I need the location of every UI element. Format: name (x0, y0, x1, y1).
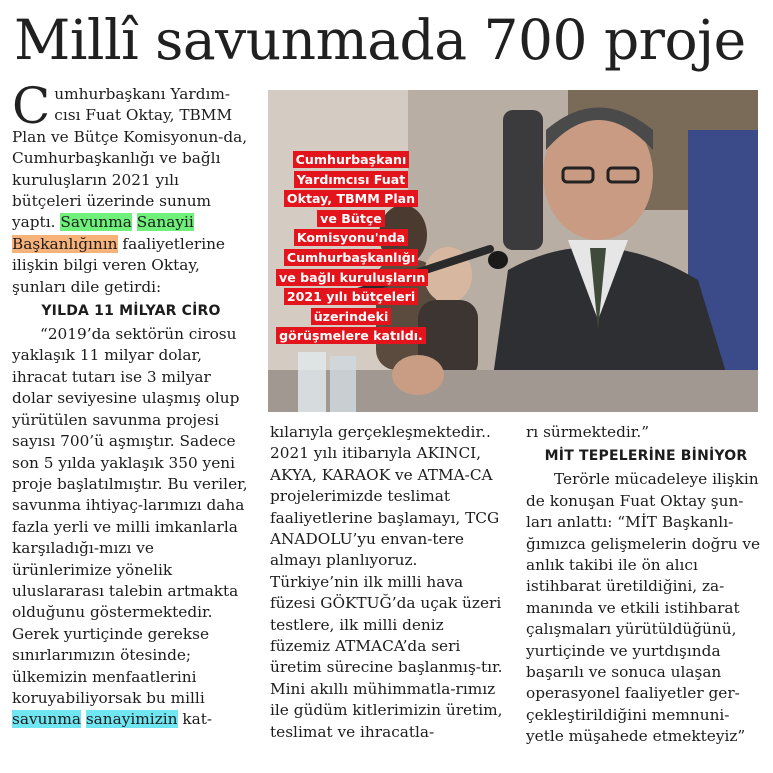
dropcap: C (12, 77, 51, 135)
article-column-1 (12, 77, 250, 731)
lead-line: rı sürmektedir.” (526, 423, 650, 441)
page-title: Millî savunmada 700 proje (14, 8, 746, 72)
body-end: kat- (182, 710, 213, 729)
highlight-sanayimizin: sanayimizin (85, 710, 178, 729)
body-paragraph (12, 324, 250, 731)
intro-text: umhurbaşkanı Yardım-cısı Fuat Oktay, TBMM Plan ve Bütçe Komisyonun-da, Cumhurbaşkanlığı ve bağlı kuruluşların 2021 yılı bütçeleri üzerinde sunum yaptı. (12, 85, 248, 232)
highlight-sanayii: Sanayii (136, 213, 194, 232)
body-paragraph-3: Terörle mücadeleye ilişkin de konuşan Fuat Oktay şun-ları anlattı: “MİT Başkanlı-ğımızca gelişmelerin doğru ve anlık takibi ile ön alıcı istihbarat üretildiğini, za-manında ve etkili istihbarat çalışmaları yürütüldüğünü, yurtiçinde ve yurtdışında başarılı ve sonuca ulaşan operasyonel faaliyetler ger-çekleştirildiğini memnuni-yetle müşahede etmekteyiz” (526, 470, 761, 746)
highlight-savunma-2: savunma (12, 710, 81, 729)
highlight-baskanligi: Başkanlığının (12, 234, 118, 253)
subheading-ciro: YILDA 11 MİLYAR CİRO (41, 303, 221, 320)
intro-text-2: faaliyetlerine ilişkin bilgi veren Oktay, şunları dile getirdi: (12, 234, 225, 296)
intro-paragraph (12, 77, 250, 298)
article-column-3 (526, 422, 766, 748)
photo-caption: Cumhurbaşkanı Yardımcısı Fuat Oktay, TBMM Plan ve Bütçe Komisyonu'nda Cumhurbaşkanlığı ve bağlı kuruluşların 2021 yılı bütçeleri üzerindeki görüşmelere katıldı. (276, 150, 426, 346)
highlight-savunma: Savunma (60, 213, 132, 232)
body-paragraph-2: kılarıyla gerçekleşmektedir.. 2021 yılı itibarıyla AKINCI, AKYA, KARAOK ve ATMA-CA projelerimizde teslimat faaliyetlerine başlamayı, TCG ANADOLU’yu envan-tere almayı planlıyoruz. Türkiye’nin ilk milli hava füzesi GÖKTUĞ’da uçak üzeri testlere, ilk milli deniz füzemiz ATMACA’da seri üretim sürecine başlanmış-tır. Mini akıllı mühimmatla-rımız ile güdüm kitlerimizin üretim, teslimat ve ihracatla- (270, 423, 503, 741)
article-column-2 (270, 422, 506, 743)
body-text: “2019’da sektörün cirosu yaklaşık 11 milyar dolar, ihracat tutarı ise 3 milyar dolar seviyesine ulaşmış olup yürütülen savunma projesi sayısı 700’ü aşmıştır. Sadece son 5 yılda yaklaşık 350 yeni proje başlatılmıştır. Bu veriler, savunma ihtiyaç-larımızı daha fazla yerli ve milli imkanlarla karşıladığı-mızı ve ürünlerimize yönelik uluslararası talebin artmakta olduğunu göstermektedir. Gerek yurtiçinde gerekse sınırlarımızın ötesinde; ülkemizin menfaatlerini koruyabiliyorsak bu milli (12, 325, 248, 707)
subheading-mit: MİT TEPELERİNE BİNİYOR (544, 448, 748, 465)
